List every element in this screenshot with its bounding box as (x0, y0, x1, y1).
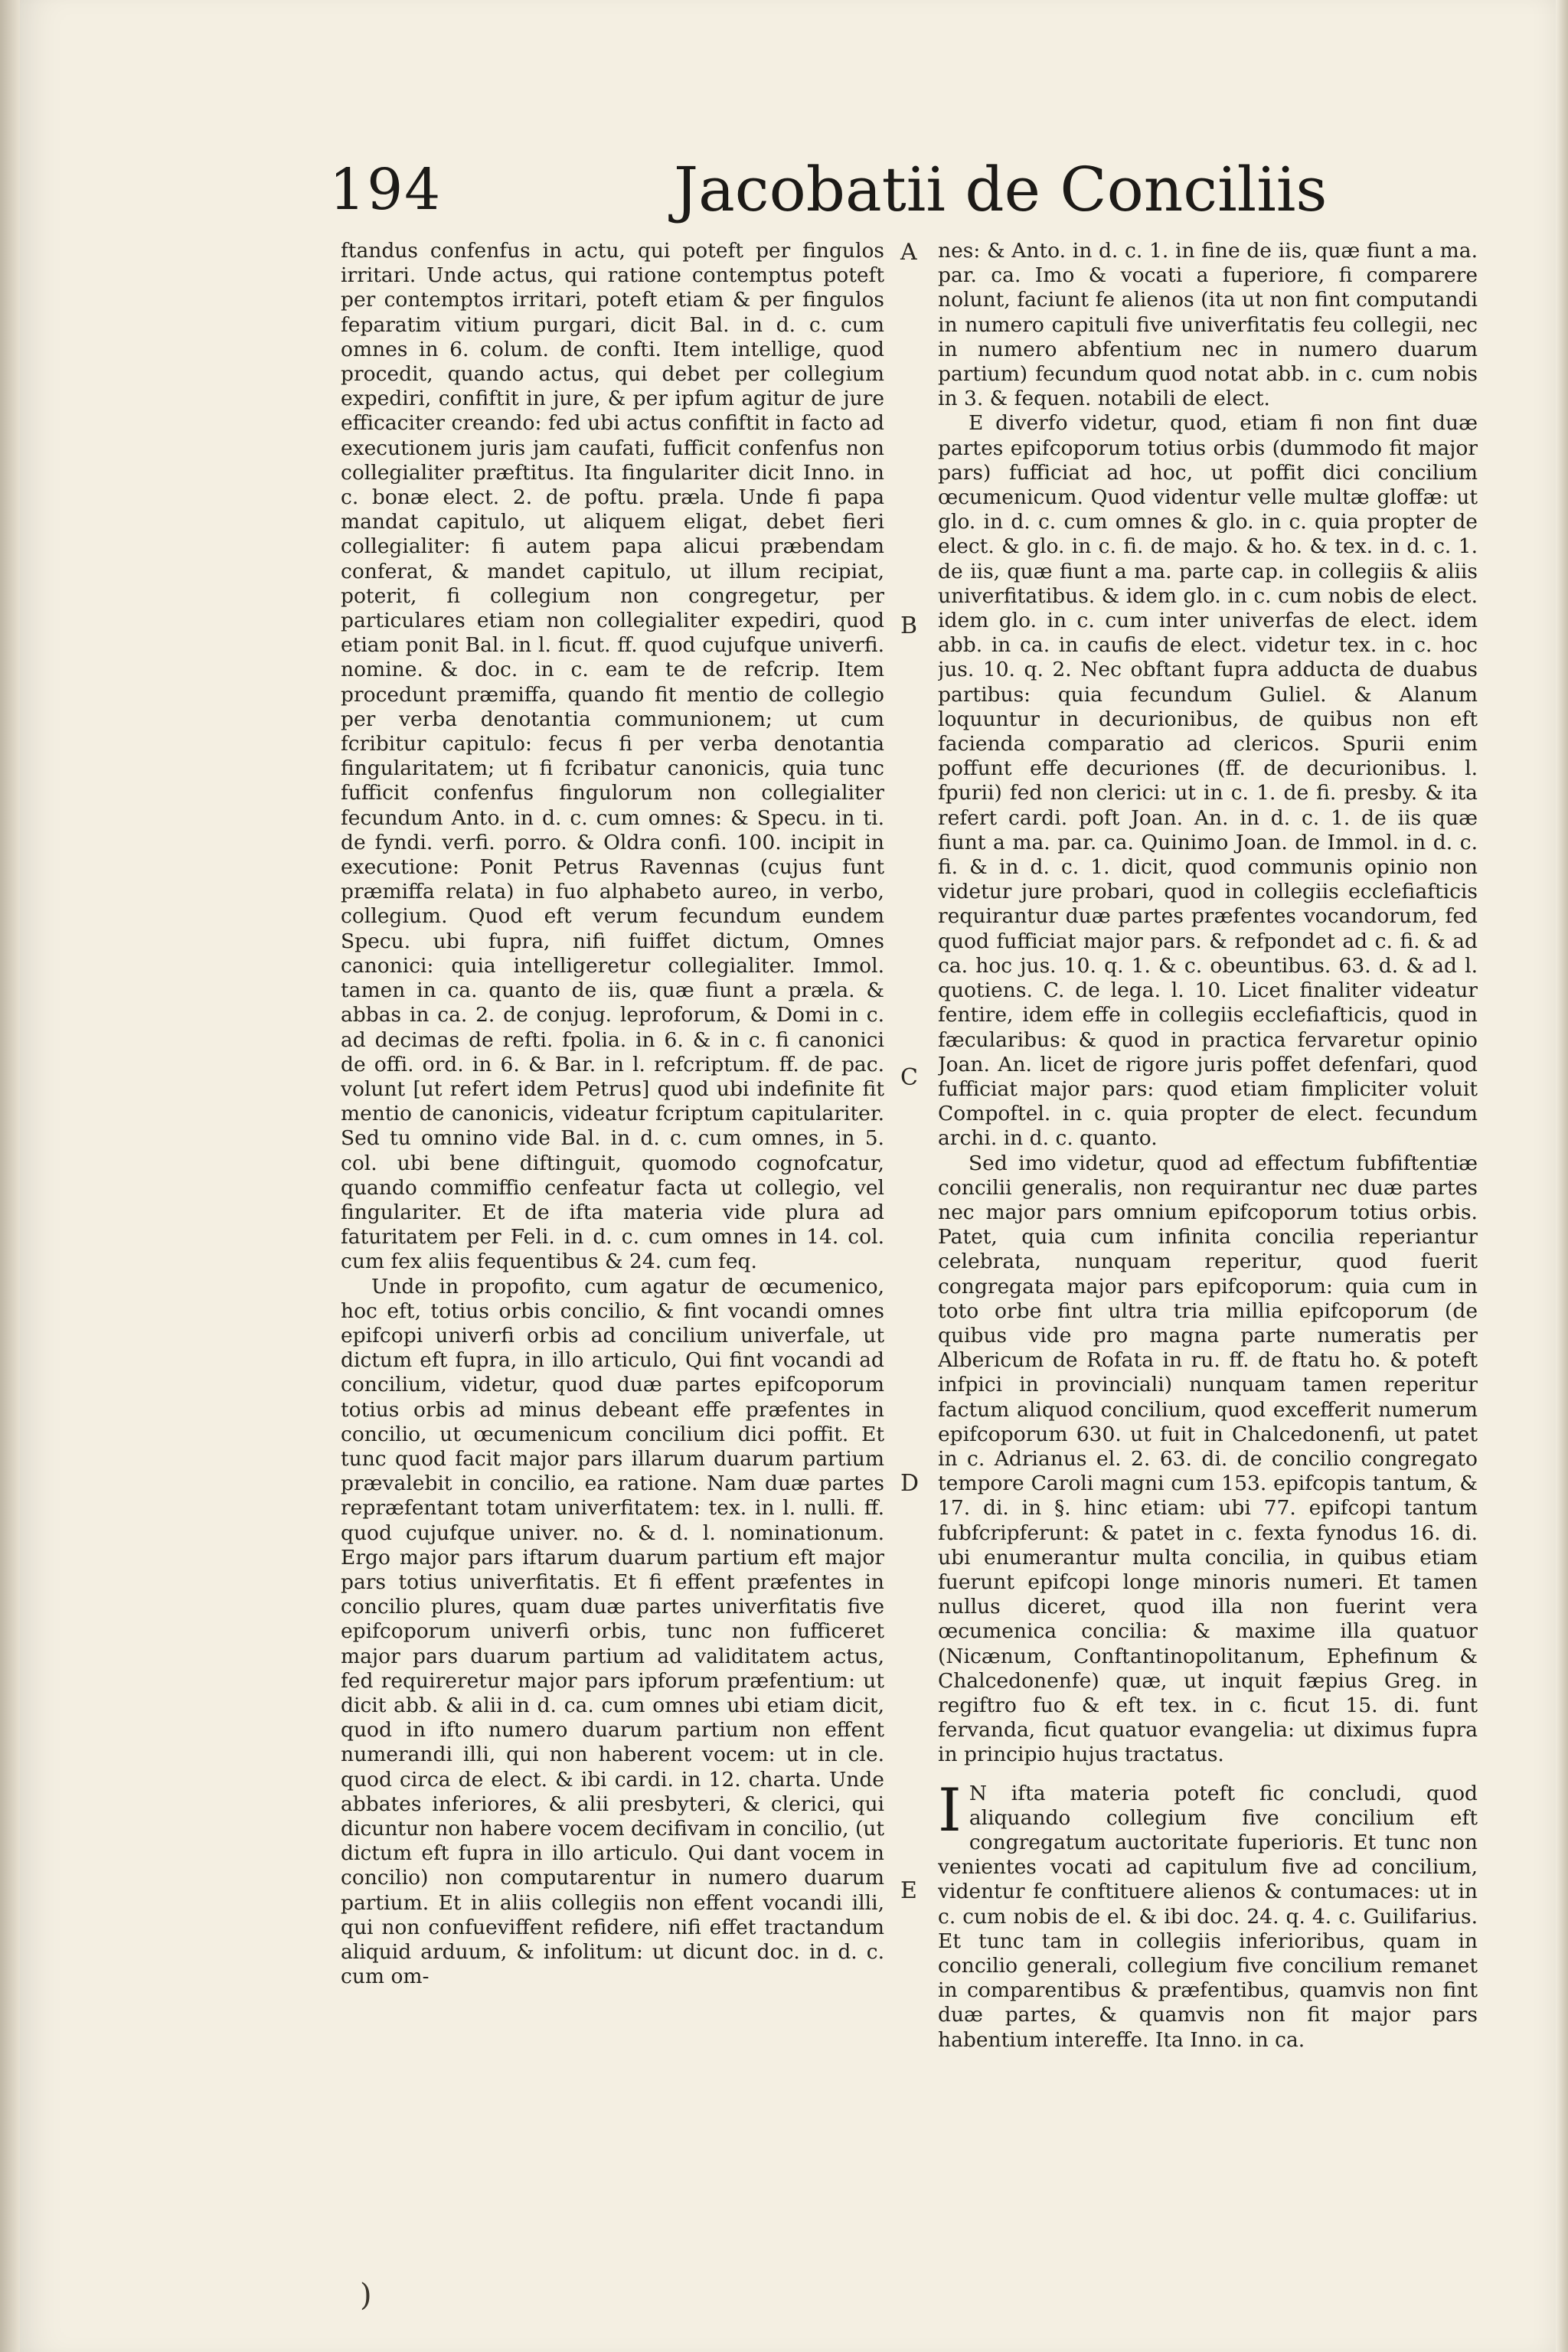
right-paragraph-2: E diverfo videtur, quod, etiam fi non fint duæ partes epifcoporum totius orbis (dummodo fit major pars) fufficiat ad hoc, ut poffit dici concilium œcumenicum. Quod videntur velle multæ gloffæ: ut glo. in d. c. cum omnes & glo. in c. quia propter de elect. & glo. in c. fi. de majo. & ho. & tex. in d. c. 1. de iis, quæ fiunt a ma. parte cap. in collegiis & aliis univerfitatibus. & idem glo. in c. cum nobis de elect. idem glo. in c. cum inter univerfas de elect. idem abb. in ca. in caufis de elect. videtur tex. in c. hoc jus. 10. q. 2. Nec obftant fupra adducta de duabus partibus: quia fecundum Guliel. & Alanum loquuntur in decurionibus, de quibus non eft facienda comparatio ad clericos. Spurii enim poffunt effe decuriones (ff. de decurionibus. l. fpurii) fed non clerici: ut in c. 1. de fi. presby. & ita refert cardi. poft Joan. An. in d. c. 1. de iis quæ fiunt a ma. par. ca. Quinimo Joan. de Immol. in d. c. fi. & in d. c. 1. dicit, quod communis opinio non videtur jure probari, quod in collegiis ecclefiafticis requirantur duæ partes præfentes vocandorum, fed quod fufficiat major pars. & refpondet ad c. fi. & ad ca. hoc jus. 10. q. 1. & c. obeuntibus. 63. d. & ad l. quotiens. C. de lega. l. 10. Licet finaliter videatur fentire, idem effe in collegiis ecclefiafticis, quod in fæcularibus: & quod in practica fervaretur opinio Joan. An. licet de rigore juris poffet defenfari, quod fufficiat major pars: quod etiam fimpliciter voluit Compoftel. in c. quia propter de elect. fecundum archi. in d. c. quanto. (938, 411, 1478, 1151)
left-paragraph-1: ftandus confenfus in actu, qui poteft per fingulos irritari. Unde actus, qui ratione contemptus poteft per contemptos irritari, poteft etiam & per fingulos feparatim vitium purgari, dicit Bal. in d. c. cum omnes in 6. colum. de confti. Item intellige, quod procedit, quando actus, qui debet per collegium expediri, confiftit in jure, & per ipfum agitur de jure efficaciter creando: fed ubi actus confiftit in facto ad executionem juris jam caufati, fufficit confenfus non collegialiter præftitus. Ita fingulariter dicit Inno. in c. bonæ elect. 2. de poftu. præla. Unde fi papa mandat capitulo, ut aliquem eligat, debet fieri collegialiter: fi autem papa alicui præbendam conferat, & mandet capitulo, ut illum recipiat, poterit, fi collegium non congregetur, per particulares etiam non collegialiter expediri, quod etiam ponit Bal. in l. ficut. ff. quod cujufque univerfi. nomine. & doc. in c. eam te de refcrip. Item procedunt præmiffa, quando fit mentio de collegio per verba denotantia communionem; ut cum fcribitur capitulo: fecus fi per verba denotantia fingularitatem; ut fi fcribatur canonicis, quia tunc fufficit confenfus fingulorum non collegialiter fecundum Anto. in d. c. cum omnes: & Specu. in ti. de fyndi. verfi. porro. & Oldra confi. 100. incipit in executione: Ponit Petrus Ravennas (cujus funt præmiffa relata) in fuo alphabeto aureo, in verbo, collegium. Quod eft verum fecundum eundem Specu. ubi fupra, nifi fuiffet dictum, Omnes canonici: quia intelligeretur collegialiter. Immol. tamen in ca. quanto de iis, quæ fiunt a præla. & abbas in ca. 2. de conjug. leproforum, & Domi in c. ad decimas de refti. fpolia. in 6. & in c. fi canonici de offi. ord. in 6. & Bar. in l. refcriptum. ff. de pac. volunt [ut refert idem Petrus] quod ubi indefinite fit mentio de canonicis, videatur fcriptum capitulariter. Sed tu omnino vide Bal. in d. c. cum omnes, in 5. col. ubi bene diftinguit, quomodo cognofcatur, quando commiffio cenfeatur facta ut collegio, vel fingulariter. Et de ifta materia vide plura ad faturitatem per Feli. in d. c. cum omnes in 14. col. cum fex aliis fequentibus & 24. cum feq. (341, 239, 884, 1274)
margin-letter-d: D (900, 1470, 920, 1497)
right-paragraph-4-text: N ifta materia poteft fic concludi, quod aliquando collegium five concilium eft congregatum auctoritate fuperioris. Et tunc non venientes vocati ad capitulum five ad concilium, videntur fe conftituere alienos & contumaces: ut in c. cum nobis de el. & ibi doc. 24. q. 4. c. Guilifarius. Et tunc tam in collegiis inferioribus, quam in concilio generali, collegium five concilium remanet in comparentibus & præfentibus, quamvis non fint duæ partes, & quamvis non fit major pars habentium intereffe. Ita Inno. in ca. (938, 1781, 1478, 2052)
running-title: Jacobatii de Conciliis (674, 154, 1328, 225)
binding-gutter (0, 0, 20, 2352)
footer-mark: ) (360, 2278, 372, 2313)
left-paragraph-2: Unde in propofito, cum agatur de œcumenico, hoc eft, totius orbis concilio, & fint vocandi omnes epifcopi univerfi orbis ad concilium univerfale, ut dictum eft fupra, in illo articulo, Qui fint vocandi ad concilium, videtur, quod duæ partes epifcoporum totius orbis ad minus debeant effe præfentes in concilio, ut œcumenicum concilium dici poffit. Et tunc quod facit major pars illarum duarum partium prævalebit in concilio, ea ratione. Nam duæ partes repræfentant totam univerfitatem: tex. in l. nulli. ff. quod cujufque univer. no. & d. l. nominationum. Ergo major pars iftarum duarum partium eft major pars totius univerfitatis. Et fi effent præfentes in concilio plures, quam duæ partes univerfitatis five epifcoporum univerfi orbis, tunc non fufficeret major pars duarum partium ad validitatem actus, fed requireretur major pars ipforum præfentium: ut dicit abb. & alii in d. ca. cum omnes ubi etiam dicit, quod in ifto numero duarum partium non effent numerandi illi, qui non haberent vocem: ut in cle. quod circa de elect. & ibi cardi. in 12. charta. Unde abbates inferiores, & alii presbyteri, & clerici, qui dicuntur non habere vocem decifivam in concilio, (ut dictum eft fupra in illo articulo. Qui dant vocem in concilio) non computarentur in numero duarum partium. Et in aliis collegiis non effent vocandi illi, qui non confueviffent refidere, nifi effet tractandum aliquid arduum, & infolitum: ut dicunt doc. in d. c. cum om- (341, 1274, 884, 1989)
drop-cap-letter: I (938, 1775, 962, 1845)
right-paragraph-3: Sed imo videtur, quod ad effectum fubfiftentiæ concilii generalis, non requirantur nec duæ partes nec major pars omnium epifcoporum totius orbis. Patet, quia cum infinita concilia reperiantur celebrata, nunquam reperitur, quod fuerit congregata major pars epifcoporum: quia cum in toto orbe fint ultra tria millia epifcoporum (de quibus vide pro magna parte numeratis per Albericum de Rofata in ru. ff. de ftatu ho. & poteft infpici in provinciali) nunquam tamen reperitur factum aliquod concilium, quod excefferit numerum epifcoporum 630. ut fuit in Chalcedonenfi, ut patet in c. Adrianus el. 2. 63. di. de concilio congregato tempore Caroli magni cum 153. epifcopis tantum, & 17. di. in §. hinc etiam: ubi 77. epifcopi tantum fubfcripferunt: & patet in c. fexta fynodus 16. di. ubi enumerantur multa concilia, in quibus etiam fuerunt epifcopi longe minoris numeri. Et tamen nullus diceret, quod illa non fuerint vera œcumenica concilia: & maxime illa quatuor (Nicænum, Conftantinopolitanum, Ephefinum & Chalcedonenfe) quæ, ut inquit fæpius Greg. in regiftro fuo & eft tex. in c. ficut 15. di. funt fervanda, ficut quatuor evangelia: ut diximus fupra in principio hujus tractatus. (938, 1151, 1478, 1767)
page-edge (1556, 0, 1568, 2352)
margin-letter-b: B (900, 612, 918, 639)
page-number: 194 (329, 157, 443, 223)
margin-letter-a: A (900, 239, 917, 266)
left-column (341, 239, 884, 2199)
margin-letter-c: C (900, 1064, 918, 1091)
right-paragraph-4 (938, 1775, 1478, 2053)
right-column (938, 239, 1478, 2199)
margin-letter-e: E (900, 1877, 917, 1904)
right-paragraph-1: nes: & Anto. in d. c. 1. in fine de iis, quæ fiunt a ma. par. ca. Imo & vocati a fuperiore, fi comparere nolunt, faciunt fe alienos (ita ut non fint computandi in numero capituli five univerfitatis feu collegii, nec in numero abfentium nec in numero duarum partium) fecundum quod notat abb. in c. cum nobis in 3. & fequen. notabili de elect. (938, 239, 1478, 411)
page-header (329, 154, 1328, 234)
